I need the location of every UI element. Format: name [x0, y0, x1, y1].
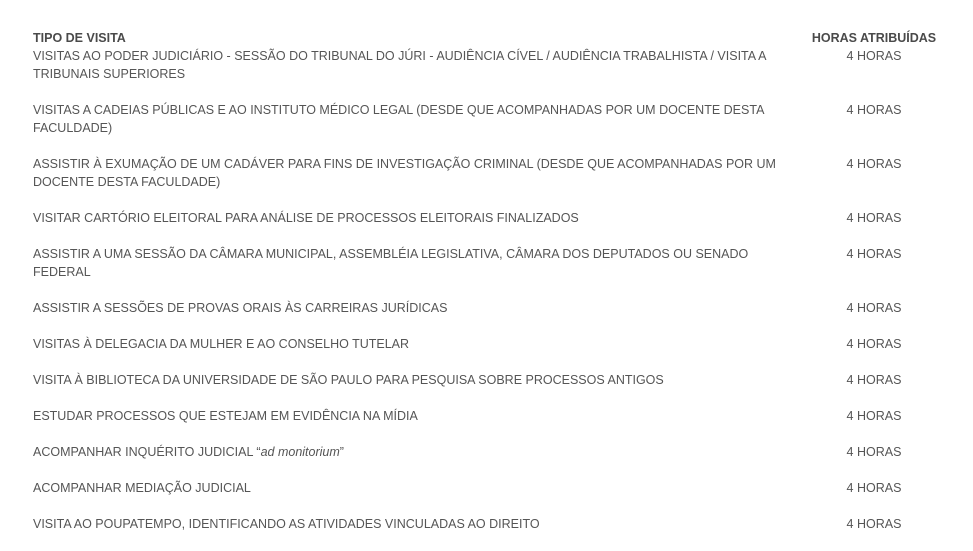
header-visit-type: TIPO DE VISITA: [33, 31, 126, 45]
hours-cell: 4 HORAS: [846, 49, 902, 63]
visit-type-cell: ASSISTIR À EXUMAÇÃO DE UM CADÁVER PARA FINS DE INVESTIGAÇÃO CRIMINAL (DESDE QUE ACOMPANHADAS POR UM DOCENTE DESTA FACULDADE): [33, 157, 776, 189]
table-body: [33, 47, 953, 551]
table-header: [33, 29, 953, 47]
table-row: [33, 101, 953, 155]
visit-type-cell: VISITAS A CADEIAS PÚBLICAS E AO INSTITUTO MÉDICO LEGAL (DESDE QUE ACOMPANHADAS POR UM DOCENTE DESTA FACULDADE): [33, 103, 764, 135]
hours-cell: 4 HORAS: [846, 157, 902, 171]
visit-type-cell: VISITA AO POUPATEMPO, IDENTIFICANDO AS ATIVIDADES VINCULADAS AO DIREITO: [33, 517, 540, 531]
table-row: [33, 299, 953, 335]
table-row: [33, 407, 953, 443]
hours-cell: 4 HORAS: [846, 103, 902, 117]
visit-type-cell: ACOMPANHAR MEDIAÇÃO JUDICIAL: [33, 481, 251, 495]
table-row: [33, 47, 953, 101]
hours-cell: 4 HORAS: [846, 445, 902, 459]
visit-type-cell: VISITAS À DELEGACIA DA MULHER E AO CONSELHO TUTELAR: [33, 337, 410, 351]
table-row: [33, 155, 953, 209]
hours-cell: 4 HORAS: [846, 517, 902, 531]
visit-type-cell: ASSISTIR A SESSÕES DE PROVAS ORAIS ÀS CARREIRAS JURÍDICAS: [33, 301, 448, 315]
table-row: [33, 335, 953, 371]
latin-term: ad monitorium: [260, 445, 340, 459]
hours-cell: 4 HORAS: [846, 481, 902, 495]
table-row: [33, 515, 953, 551]
visit-type-cell: VISITA À BIBLIOTECA DA UNIVERSIDADE DE SÃO PAULO PARA PESQUISA SOBRE PROCESSOS ANTIGOS: [33, 373, 664, 387]
table-row: [33, 245, 953, 299]
hours-cell: 4 HORAS: [846, 301, 902, 315]
header-hours: HORAS ATRIBUÍDAS: [811, 31, 937, 45]
table-row: [33, 479, 953, 515]
hours-cell: 4 HORAS: [846, 211, 902, 225]
visit-type-cell: ESTUDAR PROCESSOS QUE ESTEJAM EM EVIDÊNCIA NA MÍDIA: [33, 409, 418, 423]
visit-type-cell: ASSISTIR A UMA SESSÃO DA CÂMARA MUNICIPAL, ASSEMBLÉIA LEGISLATIVA, CÂMARA DOS DEPUTADOS OU SENADO FEDERAL: [33, 247, 749, 279]
visit-type-cell: VISITAR CARTÓRIO ELEITORAL PARA ANÁLISE DE PROCESSOS ELEITORAIS FINALIZADOS: [33, 211, 579, 225]
visit-type-cell: VISITAS AO PODER JUDICIÁRIO - SESSÃO DO TRIBUNAL DO JÚRI - AUDIÊNCIA CÍVEL / AUDIÊNCIA TRABALHISTA / VISITA A TRIBUNAIS SUPERIORES: [33, 49, 766, 81]
hours-cell: 4 HORAS: [846, 247, 902, 261]
table-row: [33, 443, 953, 479]
hours-cell: 4 HORAS: [846, 373, 902, 387]
hours-cell: 4 HORAS: [846, 337, 902, 351]
hours-cell: 4 HORAS: [846, 409, 902, 423]
visit-type-cell: [33, 443, 795, 461]
visit-type-text: ACOMPANHAR INQUÉRITO JUDICIAL “: [33, 445, 261, 459]
closing-quote: ”: [339, 445, 344, 459]
table-row: [33, 371, 953, 407]
table-row: [33, 209, 953, 245]
